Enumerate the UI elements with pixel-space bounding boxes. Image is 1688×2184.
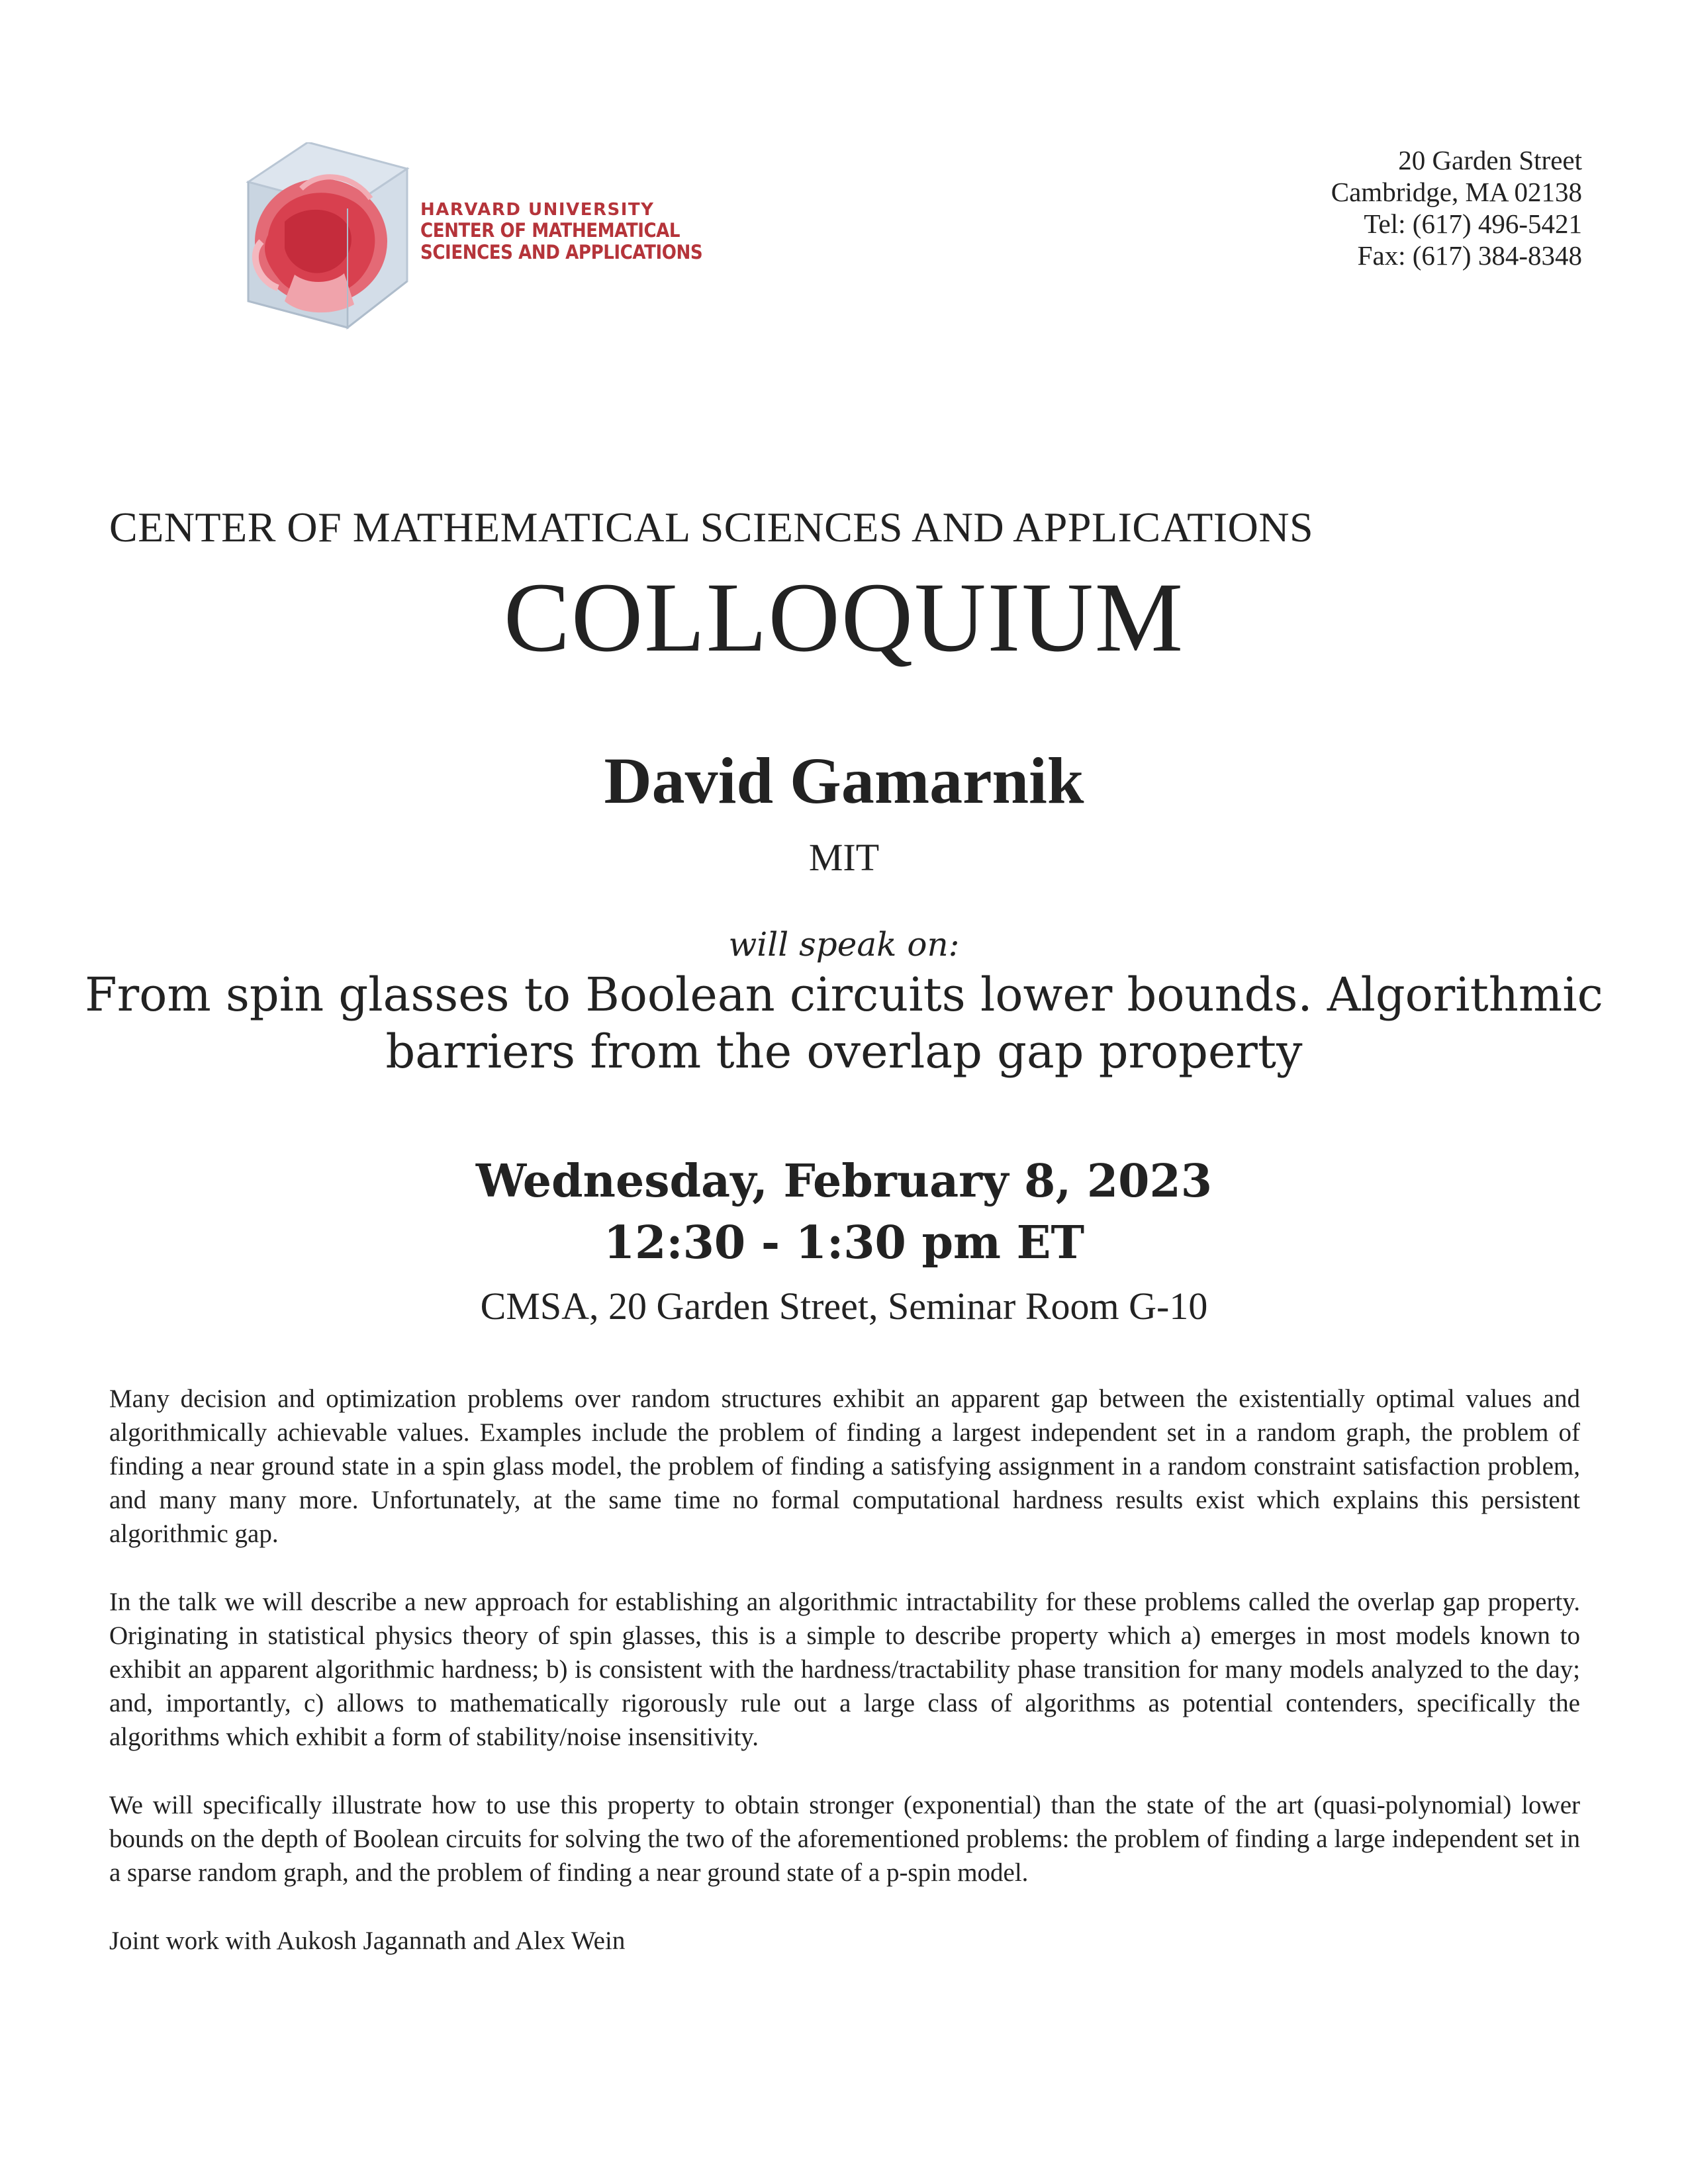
cmsa-logo bbox=[222, 142, 703, 334]
logo-university: HARVARD UNIVERSITY bbox=[420, 200, 655, 220]
address-street: 20 Garden Street bbox=[1398, 145, 1582, 175]
talk-intro: will speak on: bbox=[728, 925, 960, 964]
abstract-paragraph-2: In the talk we will describe a new approach for establishing an algorithmic intractability for these problems called the overlap gap property. Originating in statistical physics theory of spin glasses, this is a simple to describe property which a) emerges in most models known to exhibit an apparent algorithmic hardness; b) is consistent with the hardness/tractability phase transition for many models analyzed to the day; and, importantly, c) allows to mathematically rigorously rule out a large class of algorithms as potential contenders, specifically the algorithms which exhibit a form of stability/noise insensitivity. bbox=[109, 1588, 1580, 1751]
speaker-name: David Gamarnik bbox=[604, 744, 1084, 817]
logo-center-line1: CENTER OF MATHEMATICAL bbox=[420, 219, 680, 242]
event-location: CMSA, 20 Garden Street, Seminar Room G-10 bbox=[480, 1285, 1208, 1328]
speaker-affiliation: MIT bbox=[808, 836, 880, 879]
talk-title: From spin glasses to Boolean circuits lower bounds. Algorithmic barriers from the overlap gap property bbox=[85, 968, 1603, 1079]
address-fax: Fax: (617) 384-8348 bbox=[1357, 240, 1582, 271]
address-block bbox=[1331, 144, 1582, 271]
cube-sphere-logo-icon bbox=[222, 142, 414, 334]
center-name: CENTER OF MATHEMATICAL SCIENCES AND APPLICATIONS bbox=[109, 504, 1314, 551]
abstract bbox=[109, 1382, 1580, 1992]
abstract-paragraph-3: We will specifically illustrate how to use this property to obtain stronger (exponential) than the state of the art (quasi-polynomial) lower bounds on the depth of Boolean circuits for solving the two of the aforementioned problems: the problem of finding a large independent set in a sparse random graph, and the problem of finding a near ground state of a p-spin model. bbox=[109, 1791, 1580, 1887]
abstract-paragraph-1: Many decision and optimization problems over random structures exhibit an apparent gap between the existentially optimal values and algorithmically achievable values. Examples include the problem of finding a largest independent set in a random graph, the problem of finding a near ground state in a spin glass model, the problem of finding a satisfying assignment in a random constraint satisfaction problem, and many many more. Unfortunately, at the same time no formal computational hardness results exist which explains this persistent algorithmic gap. bbox=[109, 1385, 1580, 1548]
address-tel: Tel: (617) 496-5421 bbox=[1364, 208, 1582, 239]
abstract-acknowledgement: Joint work with Aukosh Jagannath and Alex Wein bbox=[109, 1927, 626, 1955]
event-time: 12:30 - 1:30 pm ET bbox=[603, 1216, 1085, 1269]
address-city: Cambridge, MA 02138 bbox=[1331, 177, 1582, 207]
event-date: Wednesday, February 8, 2023 bbox=[475, 1155, 1213, 1208]
event-type-heading: COLLOQUIUM bbox=[503, 563, 1185, 672]
logo-center-line2: SCIENCES AND APPLICATIONS bbox=[420, 240, 703, 263]
